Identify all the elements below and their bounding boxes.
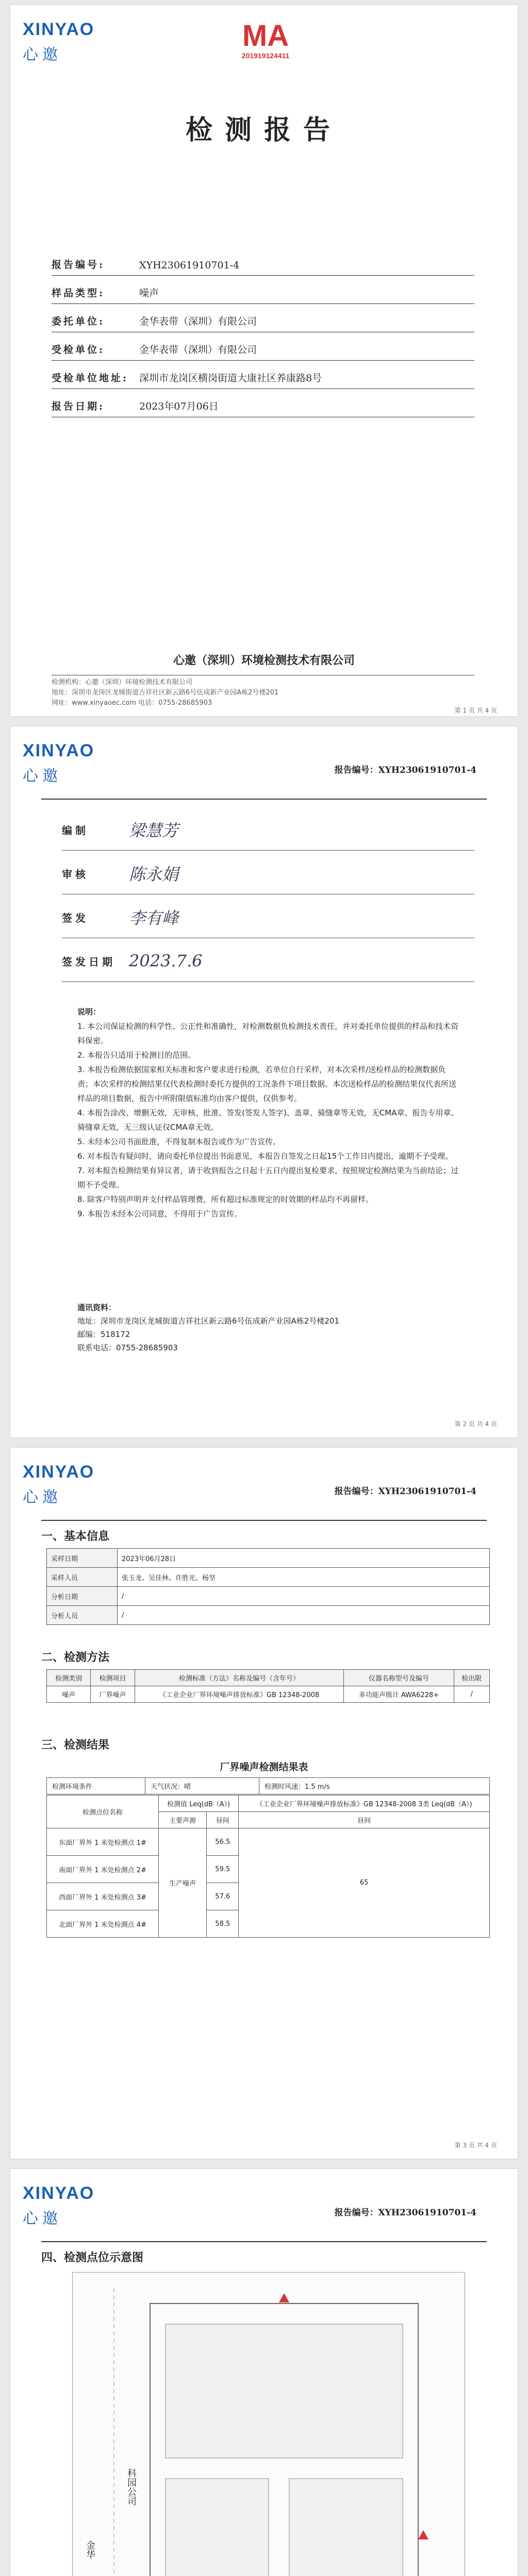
table-row: 北面厂界外 1 米处检测点 4# 58.5 bbox=[47, 1910, 490, 1938]
neighbor-label: 科园公司 bbox=[126, 2468, 137, 2505]
cma-number: 201919124411 bbox=[241, 52, 290, 60]
section-method: 二、检测方法 bbox=[41, 1651, 110, 1664]
site-plan-drawing bbox=[73, 2273, 465, 2576]
company-logo: XINYAO 心邀 bbox=[23, 741, 95, 785]
page-title: 检测报告 bbox=[185, 114, 342, 146]
report-number: 报告编号：XYH23061910701-4 bbox=[334, 765, 476, 775]
results-caption: 厂界噪声检测结果表 bbox=[220, 1761, 308, 1773]
header-divider bbox=[41, 799, 487, 800]
table-header-row: 检测类别 检测项目 检测标准（方法）名称及编号（含年号） 仪器名称型号及编号 检出限 bbox=[47, 1670, 490, 1686]
table-row: 分析日期 / bbox=[47, 1587, 490, 1606]
header-divider bbox=[41, 2241, 487, 2242]
road-label: 金华 bbox=[85, 2540, 95, 2559]
point-4-marker bbox=[279, 2293, 289, 2302]
page-number: 第 2 页 共 4 页 bbox=[454, 1420, 497, 1428]
cma-stamp bbox=[227, 21, 304, 60]
header-divider bbox=[41, 1520, 487, 1521]
table-row: 东面厂界外 1 米处检测点 1# 生产噪声 56.5 65 bbox=[47, 1828, 490, 1856]
info-row-inspected-unit: 受检单位: 金华表带（深圳）有限公司 bbox=[52, 335, 474, 361]
table-row: 采样日期 2023年06月28日 bbox=[47, 1549, 490, 1568]
footer-info: 检测机构：心邀（深圳）环境检测技术有限公司 地址：深圳市龙岗区龙城街道吉祥社区新云路6号伍成新产业园A栋2号楼201 网址：www.xinyaoec.com 电话：0755-28685903 bbox=[52, 679, 279, 707]
table-row: 分析人员 / bbox=[47, 1606, 490, 1625]
point-1-marker bbox=[418, 2530, 428, 2539]
notes-section: 说明： 1. 本公司保证检测的科学性、公正性和准确性，对检测数据负检测技术责任，并对委托单位提供的样品和技术资料保密。 2. 本报告只适用于检测目的范围。 3. 本报告检测依据国家相关标准和客户要求进行检测，若单位自行采样，对本次采样/送检样品的检测数据负责；本次采样的检测结果仅代表检测时委托方提供的工况条件下项目数据。本次送检样品的检测结果仅代表所送样品的项目数据，报告中所附限值标准均由客户提供，仅供参考。 4. 本报告涂改、增删无效，无审核、批准、签发(签发人签字)、盖章、骑缝章等无效，无CMA章、报告专用章、骑缝章无效，无三级认证仅CMA章无效。 5. 未经本公司书面批准，不得复制本报告或作为广告宣传。 6. 对本报告有疑问时，请向委托单位提出书面意见，本报告自签发之日起15个工作日内提出，逾期不予受理。 7. 对本报告检测结果有异议者，请于收到报告之日起十五日内提出复检要求，按照规定检测结果为当前结论；过期不予受理。 8. 除客户特别声明并支付样品管理费，所有超过标准规定的时效期的样品均不再留样。 9. 本报告未经本公司同意，不得用于广告宣传。 bbox=[77, 1007, 459, 1218]
info-row-report-date: 报告日期: 2023年07月06日 bbox=[52, 392, 474, 417]
method-table bbox=[46, 1669, 490, 1703]
logo-en: XINYAO bbox=[23, 20, 95, 39]
report-number: 报告编号：XYH23061910701-4 bbox=[334, 2208, 476, 2218]
page-number: 第 3 页 共 4 页 bbox=[454, 2142, 497, 2149]
report-page-4 bbox=[10, 2169, 518, 2576]
site-plan-map bbox=[72, 2272, 465, 2576]
table-header-row: 检测点位名称 检测值 Leq(dB（A）) 《工业企业厂界环境噪声排放标准》GB 12348-2008 3类 Leq(dB（A）) bbox=[47, 1795, 490, 1812]
report-page-3 bbox=[10, 1448, 518, 2159]
signature-row-compiler: 编制 梁慧芳 bbox=[62, 809, 474, 851]
table-row: 西面厂界外 1 米处检测点 3# 57.6 bbox=[47, 1883, 490, 1910]
logo-cn: 心邀 bbox=[23, 46, 62, 64]
basic-info-table bbox=[46, 1548, 490, 1625]
table-header-row: 主要声源 昼间 昼间 bbox=[47, 1812, 490, 1828]
page-number: 第 1 页 共 4 页 bbox=[454, 707, 497, 714]
section-site-map: 四、检测点位示意图 bbox=[41, 2251, 144, 2264]
company-logo: XINYAO 心邀 bbox=[23, 1462, 95, 1506]
info-row-sample-type: 样品类型: 噪声 bbox=[52, 278, 474, 304]
signature-row-issuer: 签发 李有峰 bbox=[62, 896, 474, 938]
section-basic-info: 一、基本信息 bbox=[41, 1530, 110, 1543]
contact-section: 通讯资料： 地址：深圳市龙岗区龙城街道吉祥社区新云路6号伍成新产业园A栋2号楼201 邮编：518172 联系电话：0755-28685903 bbox=[77, 1303, 339, 1352]
table-row: 噪声 厂界噪声 《工业企业厂界环境噪声排放标准》GB 12348-2008 多功能声级计 AWA6228+ / bbox=[47, 1686, 490, 1703]
report-page-2 bbox=[10, 726, 518, 1437]
info-row-report-no: 报告编号: XYH23061910701-4 bbox=[52, 250, 474, 276]
section-results: 三、检测结果 bbox=[41, 1739, 110, 1752]
issuing-company: 心邀（深圳）环境检测技术有限公司 bbox=[173, 654, 355, 667]
cma-mark: MA bbox=[242, 19, 289, 53]
company-logo bbox=[23, 20, 94, 64]
info-row-address: 受检单位地址: 深圳市龙岗区横岗街道大康社区养康路8号 bbox=[52, 363, 474, 389]
table-row: 南面厂界外 1 米处检测点 2# 59.5 bbox=[47, 1856, 490, 1883]
results-table bbox=[46, 1795, 490, 1938]
signature-row-reviewer: 审核 陈永娟 bbox=[62, 853, 474, 894]
signature-row-date: 签发日期 2023.7.6 bbox=[62, 940, 474, 982]
environment-conditions: 检测环境条件 天气状况：晴 检测时风速：1.5 m/s bbox=[46, 1777, 490, 1794]
info-row-client: 委托单位: 金华表带（深圳）有限公司 bbox=[52, 307, 474, 332]
report-number: 报告编号：XYH23061910701-4 bbox=[334, 1486, 476, 1497]
company-logo: XINYAO 心邀 bbox=[23, 2183, 95, 2228]
table-row: 采样人员 张玉龙、吴佳林、许胜光、杨坚 bbox=[47, 1568, 490, 1587]
report-page-1 bbox=[10, 5, 518, 716]
